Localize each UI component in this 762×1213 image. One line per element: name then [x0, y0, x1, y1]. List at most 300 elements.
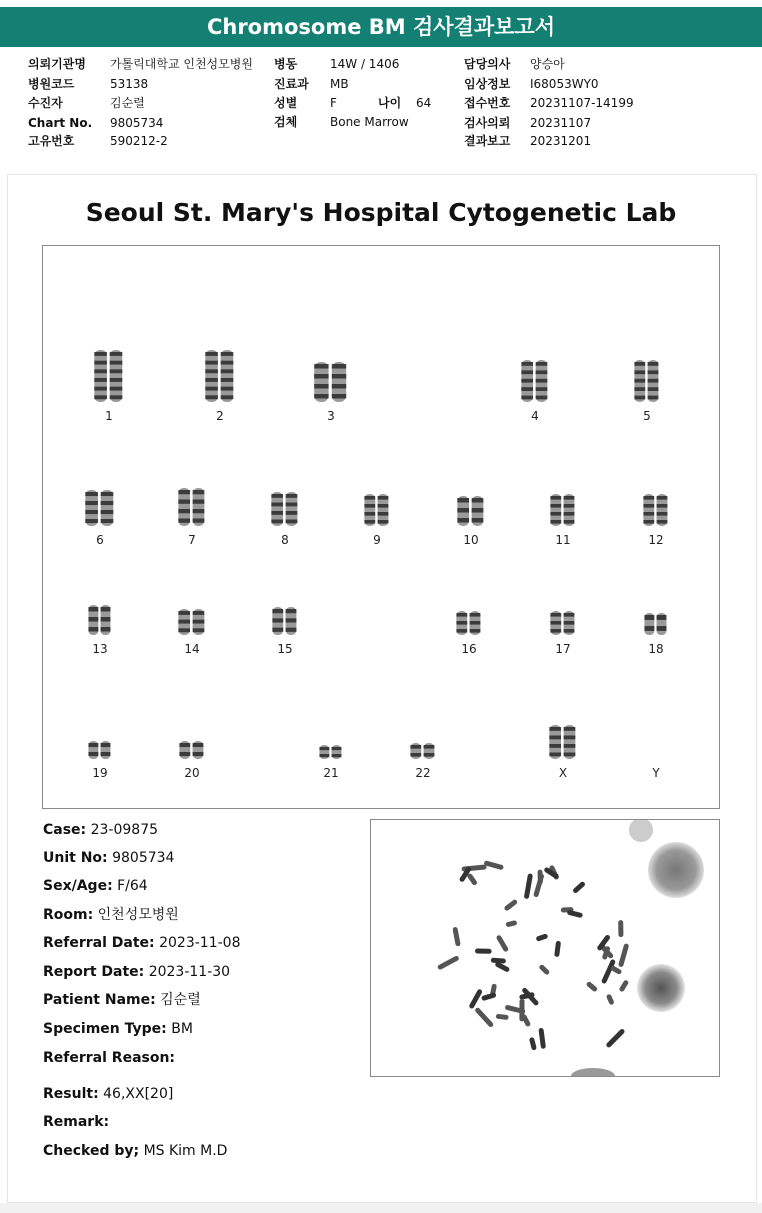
chromosome-band	[221, 369, 234, 373]
chromosome-band	[178, 519, 190, 523]
metaphase-chromosome	[496, 934, 510, 952]
chromosome	[205, 350, 218, 402]
chromosome-band	[549, 753, 561, 757]
chromosome-band	[648, 387, 659, 391]
chromosome-band	[205, 395, 218, 399]
metaphase-chromosome	[572, 881, 586, 894]
chromosome-pair-18	[644, 613, 666, 656]
chromosome-band	[643, 512, 654, 516]
detail-patient-name-value: 김순렬	[160, 992, 201, 1008]
chromosome-band	[94, 369, 107, 373]
chromosome-band	[424, 745, 435, 749]
checked-by-label: Checked by;	[43, 1143, 140, 1159]
chromosome-band	[521, 379, 533, 383]
metaphase-chromosome	[505, 920, 517, 927]
specimen-type-value: BM	[171, 1021, 193, 1037]
chromosome-band	[644, 626, 654, 631]
report-date-line	[43, 963, 230, 981]
chromosome-band	[178, 500, 190, 504]
chromosome-band	[521, 362, 533, 366]
chromosome-band	[424, 753, 435, 757]
metaphase-chromosomes	[437, 860, 629, 1051]
receipt-no-value: 20231107-14199	[530, 96, 634, 110]
chromosome-band	[634, 362, 645, 366]
chromosome-band	[657, 520, 668, 524]
chromosome-band	[179, 743, 190, 747]
chromosome-band	[648, 396, 659, 400]
chromosome-band	[101, 752, 111, 756]
metaphase-chromosome	[554, 941, 561, 958]
remark-label: Remark:	[43, 1114, 110, 1130]
chromosome-band	[271, 520, 283, 524]
chromosome-label-14: 14	[184, 642, 200, 656]
chromosome-band	[101, 617, 111, 622]
chromosome-label-18: 18	[648, 642, 664, 656]
chromosome-band	[101, 501, 114, 505]
remark-line	[43, 1113, 109, 1131]
chromosome-band	[178, 509, 190, 513]
metaphase-chromosome	[605, 1028, 625, 1048]
chromosome-label-7: 7	[188, 533, 196, 547]
chromosome-band	[643, 520, 654, 524]
result-label: Result:	[43, 1086, 99, 1102]
metaphase-chromosome	[618, 920, 623, 937]
chromosome-label-2: 2	[216, 409, 224, 423]
metaphase-chromosome	[483, 860, 504, 870]
ward-label: 병동	[274, 57, 298, 71]
chromosome-label-22: 22	[415, 766, 431, 780]
chromosome-band	[178, 490, 190, 494]
patient-name-value: 김순렬	[110, 96, 145, 110]
sex-label: 성별	[274, 96, 298, 110]
chromosome-band	[178, 628, 190, 632]
chromosome-band	[364, 504, 375, 508]
chromosome-band	[549, 727, 561, 731]
chromosome-pair-20	[179, 741, 203, 780]
chromosome-label-6: 6	[96, 533, 104, 547]
chromosome-band	[286, 628, 297, 632]
chromosome-band	[470, 613, 481, 617]
interphase-nucleus	[648, 842, 704, 898]
chromosome-band	[94, 361, 107, 365]
chromosome-band	[85, 501, 98, 505]
chromosome-band	[564, 736, 576, 740]
chromosome-band	[286, 503, 298, 507]
receipt-no-label: 접수번호	[464, 96, 511, 110]
chromosome-band	[110, 387, 123, 391]
chromosome-band	[205, 369, 218, 373]
chart-no-label: Chart No.	[28, 116, 93, 130]
referral-reason-line	[43, 1049, 175, 1067]
chromosome-pair-12	[643, 494, 667, 547]
chromosome-band	[550, 520, 561, 524]
chromosome-band	[550, 496, 561, 500]
chromosome-pair-8	[271, 492, 297, 547]
chromosome-band	[193, 611, 205, 615]
report-date-value: 2023-11-30	[148, 964, 231, 980]
chromosome-pair-Y	[651, 766, 660, 780]
chromosome-band	[110, 395, 123, 399]
case-label: Case:	[43, 822, 87, 838]
chromosome-band	[564, 512, 575, 516]
chromosome-band	[286, 494, 298, 498]
chromosome-label-4: 4	[531, 409, 539, 423]
chromosome-band	[456, 621, 467, 625]
chromosome-band	[88, 752, 98, 756]
chromosome-pair-14	[178, 609, 204, 656]
patient-name-line	[43, 991, 201, 1009]
chromosome-band	[550, 613, 561, 617]
chromosome-band	[564, 621, 575, 625]
chromosome-band	[456, 629, 467, 633]
interphase-nucleus	[637, 964, 685, 1012]
chromosome-band	[564, 496, 575, 500]
chromosome-band	[101, 510, 114, 514]
chromosome-band	[550, 621, 561, 625]
chromosome-band	[643, 504, 654, 508]
chromosome-label-21: 21	[323, 766, 339, 780]
chromosome-band	[521, 396, 533, 400]
chromosome-band	[550, 629, 561, 633]
specimen-label: 검체	[274, 115, 298, 129]
chromosome-band	[521, 370, 533, 374]
chromosome-band	[110, 378, 123, 382]
unit-no-value: 9805734	[112, 850, 175, 866]
chromosome-band	[550, 504, 561, 508]
chromosome-band	[110, 361, 123, 365]
chromosome-band	[271, 494, 283, 498]
metaphase-chromosome	[535, 933, 548, 941]
chromosome-band	[286, 609, 297, 613]
chromosome-pair-6	[85, 490, 113, 547]
chromosome-band	[101, 743, 111, 747]
checked-by-value: MS Kim M.D	[143, 1143, 228, 1159]
institution-value: 가톨릭대학교 인천성모병원	[110, 57, 253, 71]
chromosome-band	[193, 752, 204, 756]
chromosome-band	[205, 378, 218, 382]
chromosome-band	[94, 387, 107, 391]
chromosome-band	[472, 518, 484, 523]
report-title: Chromosome BM 검사결과보고서	[0, 7, 762, 47]
chromosome-band	[472, 508, 484, 513]
chromosome	[94, 350, 107, 402]
metaphase-chromosome	[538, 964, 550, 976]
result-value: 46,XX[20]	[103, 1086, 174, 1102]
room-value: 인천성모병원	[97, 907, 179, 923]
sex-age-line	[43, 877, 148, 895]
chromosome-band	[644, 615, 654, 620]
chromosome-band	[657, 504, 668, 508]
chromosome-band	[364, 512, 375, 516]
hospital-code-value: 53138	[110, 77, 149, 91]
metaphase-image	[370, 819, 720, 1077]
chromosome-band	[564, 613, 575, 617]
chromosome-band	[101, 492, 114, 496]
chromosome-pair-7	[178, 488, 204, 547]
chromosome-band	[536, 396, 548, 400]
chromosome-band	[272, 618, 283, 622]
chromosome-band	[314, 384, 328, 389]
chromosome-band	[634, 396, 645, 400]
chromosome-band	[549, 736, 561, 740]
chromosome-band	[205, 352, 218, 356]
referral-reason-label: Referral Reason:	[43, 1050, 176, 1066]
chromosome	[221, 350, 234, 402]
chromosome-pair-9	[364, 494, 388, 547]
chromosome-band	[536, 379, 548, 383]
institution-label: 의뢰기관명	[28, 57, 86, 71]
chromosome-pair-X	[549, 725, 575, 780]
checked-by-line	[43, 1142, 227, 1160]
chromosome-band	[272, 609, 283, 613]
chromosome-band	[364, 520, 375, 524]
referral-date-line	[43, 934, 240, 952]
chromosome-band	[85, 492, 98, 496]
chromosome-band	[193, 628, 205, 632]
chromosome-band	[410, 753, 421, 757]
chromosome-label-19: 19	[92, 766, 108, 780]
chromosome-label-3: 3	[327, 409, 335, 423]
chromosome-band	[110, 352, 123, 356]
case-line	[43, 821, 158, 839]
chromosome-band	[101, 519, 114, 523]
chromosome-band	[88, 627, 98, 632]
result-date-value: 20231201	[530, 134, 592, 148]
chromosome-band	[319, 754, 329, 757]
detail-patient-name-label: Patient Name:	[43, 992, 156, 1008]
chromosome-pair-10	[457, 496, 483, 547]
chromosome-band	[178, 611, 190, 615]
chromosome-band	[205, 361, 218, 365]
department-label: 진료과	[274, 77, 309, 91]
chromosome-band	[536, 370, 548, 374]
chromosome-band	[332, 394, 346, 399]
chromosome-pair-11	[550, 494, 574, 547]
doctor-value: 양승아	[530, 57, 565, 71]
chromosome-band	[378, 496, 389, 500]
chromosome-band	[648, 362, 659, 366]
chromosome-band	[332, 754, 342, 757]
chromosome-band	[205, 387, 218, 391]
chromosome-band	[178, 620, 190, 624]
chromosome-band	[472, 498, 484, 503]
chromosome-label-12: 12	[648, 533, 664, 547]
chromosome-band	[457, 518, 469, 523]
interphase-nucleus-partial	[571, 1068, 615, 1076]
chromosome-band	[314, 374, 328, 379]
clinical-info-label: 임상정보	[464, 77, 511, 91]
chromosome-band	[470, 621, 481, 625]
department-value: MB	[330, 77, 349, 91]
chromosome-band	[332, 384, 346, 389]
request-date-value: 20231107	[530, 116, 592, 130]
chromosome-pair-22	[410, 743, 434, 780]
metaphase-chromosome	[618, 943, 629, 967]
chromosome-band	[221, 378, 234, 382]
specimen-value: Bone Marrow	[330, 115, 409, 129]
chromosome-band	[657, 512, 668, 516]
chromosome-band	[88, 617, 98, 622]
chromosome-band	[657, 626, 667, 631]
chromosome-label-15: 15	[277, 642, 293, 656]
metaphase-chromosome	[529, 1037, 537, 1051]
chromosome-band	[221, 352, 234, 356]
interphase-nucleus-partial	[629, 820, 653, 842]
hospital-code-label: 병원코드	[28, 77, 75, 91]
result-line	[43, 1085, 173, 1103]
chromosome-band	[564, 504, 575, 508]
chromosome-pair-15	[272, 607, 296, 656]
chromosome-pair-21	[319, 745, 341, 780]
unique-id-label: 고유번호	[28, 134, 75, 148]
unit-no-label: Unit No:	[43, 850, 108, 866]
chromosome-band	[564, 520, 575, 524]
chromosome-band	[643, 496, 654, 500]
metaphase-chromosome	[606, 994, 615, 1006]
chromosome-band	[410, 745, 421, 749]
chromosome-label-X: X	[558, 766, 568, 780]
chromosome-band	[564, 744, 576, 748]
referral-date-label: Referral Date:	[43, 935, 155, 951]
report-date-label: Report Date:	[43, 964, 145, 980]
chromosome-band	[193, 509, 205, 513]
metaphase-chromosome	[452, 927, 460, 947]
chromosome-band	[221, 387, 234, 391]
metaphase-chromosome	[475, 948, 492, 953]
chromosome-band	[101, 607, 111, 612]
chromosome-band	[657, 615, 667, 620]
chromosome-label-17: 17	[555, 642, 571, 656]
chromosome-pair-17	[550, 611, 574, 656]
chromosome-band	[536, 387, 548, 391]
specimen-type-label: Specimen Type:	[43, 1021, 167, 1037]
sex-value: F	[330, 96, 337, 110]
chart-no-value: 9805734	[110, 116, 164, 130]
metaphase-chromosome	[481, 992, 497, 1001]
chromosome-label-16: 16	[461, 642, 477, 656]
chromosome-band	[271, 511, 283, 515]
chromosome-pair-19	[88, 741, 110, 780]
chromosome-band	[94, 395, 107, 399]
chromosome-label-8: 8	[281, 533, 289, 547]
metaphase-chromosome	[503, 899, 518, 912]
chromosome-pair-13	[88, 605, 110, 656]
chromosome-band	[286, 618, 297, 622]
chromosome-band	[88, 607, 98, 612]
chromosome-label-11: 11	[555, 533, 571, 547]
chromosome-band	[94, 352, 107, 356]
chromosome-label-1: 1	[105, 409, 113, 423]
chromosome-band	[648, 379, 659, 383]
sex-age-value: F/64	[117, 878, 148, 894]
metaphase-chromosome	[496, 1014, 509, 1020]
chromosome-band	[221, 395, 234, 399]
chromosome-pair-4	[521, 360, 547, 423]
chromosome-label-9: 9	[373, 533, 381, 547]
chromosome-band	[319, 747, 329, 750]
metaphase-chromosome	[538, 1028, 546, 1049]
chromosome-label-Y: Y	[652, 766, 660, 780]
request-date-label: 검사의뢰	[464, 116, 511, 130]
chromosome	[110, 350, 123, 402]
chromosome-band	[457, 498, 469, 503]
chromosome-band	[94, 378, 107, 382]
chromosome-band	[193, 620, 205, 624]
chromosome-band	[378, 504, 389, 508]
metaphase-chromosome	[491, 958, 506, 964]
chromosome-band	[536, 362, 548, 366]
chromosome-band	[332, 364, 346, 369]
chromosome-band	[286, 520, 298, 524]
chromosome-band	[271, 503, 283, 507]
chromosome-label-20: 20	[184, 766, 200, 780]
patient-name-label: 수진자	[28, 96, 63, 110]
metaphase-chromosome	[537, 870, 543, 885]
metaphase-chromosome	[468, 988, 483, 1009]
ward-value: 14W / 1406	[330, 57, 400, 71]
chromosome-band	[648, 370, 659, 374]
chromosome-label-13: 13	[92, 642, 108, 656]
chromosome-band	[221, 361, 234, 365]
clinical-info-value: I68053WY0	[530, 77, 599, 91]
chromosome-band	[564, 753, 576, 757]
chromosome-band	[101, 627, 111, 632]
chromosome-band	[193, 519, 205, 523]
chromosome-band	[634, 370, 645, 374]
sex-age-label: Sex/Age:	[43, 878, 113, 894]
chromosome-band	[314, 394, 328, 399]
age-label: 나이	[378, 96, 402, 110]
chromosome-band	[378, 520, 389, 524]
chromosome-band	[457, 508, 469, 513]
chromosome-band	[549, 744, 561, 748]
chromosome-band	[550, 512, 561, 516]
metaphase-chromosome	[586, 981, 599, 993]
chromosome-band	[364, 496, 375, 500]
room-line	[43, 906, 179, 924]
metaphase-chromosome	[466, 873, 478, 886]
metaphase-chromosome	[567, 910, 583, 919]
metaphase-chromosome	[524, 873, 533, 899]
chromosome-band	[521, 387, 533, 391]
unique-id-value: 590212-2	[110, 134, 168, 148]
referral-date-value: 2023-11-08	[159, 935, 241, 951]
chromosome-band	[286, 511, 298, 515]
chromosome-band	[193, 743, 204, 747]
page-bottom-band	[0, 1203, 762, 1213]
chromosome-band	[332, 747, 342, 750]
chromosome-band	[378, 512, 389, 516]
karyogram	[43, 246, 719, 808]
karyotype-image	[42, 245, 720, 809]
chromosome-band	[110, 369, 123, 373]
metaphase-chromosome	[474, 1007, 494, 1028]
chromosome-band	[179, 752, 190, 756]
lab-title: Seoul St. Mary's Hospital Cytogenetic Lab	[85, 198, 677, 227]
unit-no-line	[43, 849, 174, 867]
case-value: 23-09875	[90, 822, 159, 838]
metaphase-spread	[371, 820, 719, 1076]
chromosome-band	[564, 727, 576, 731]
chromosome-band	[332, 374, 346, 379]
metaphase-chromosome	[618, 979, 629, 992]
chromosome-label-10: 10	[463, 533, 479, 547]
result-date-label: 결과보고	[464, 134, 511, 148]
metaphase-chromosome	[437, 955, 460, 970]
chromosome-band	[193, 500, 205, 504]
chromosome-band	[85, 519, 98, 523]
room-label: Room:	[43, 907, 94, 923]
